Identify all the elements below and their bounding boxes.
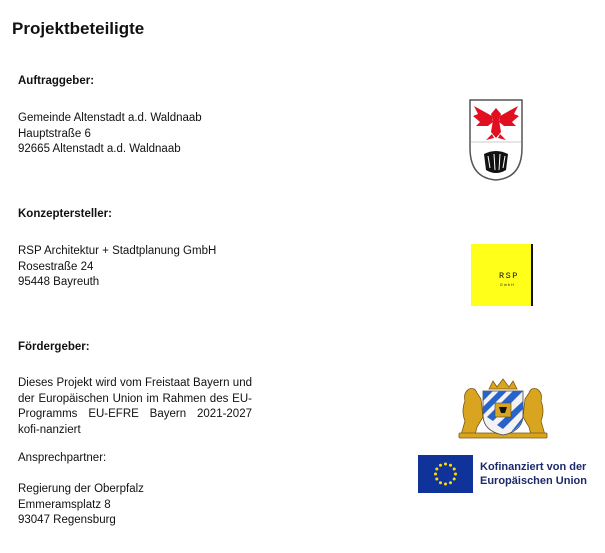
address-line: Rosestraße 24 (18, 260, 94, 273)
foerdergeber-label: Fördergeber: (18, 341, 90, 353)
address-line: 95448 Bayreuth (18, 276, 100, 288)
address-line: 92665 Altenstadt a.d. Waldnaab (18, 143, 181, 155)
konzeptersteller-label: Konzeptersteller: (18, 208, 112, 220)
eu-cofunding-text (480, 460, 587, 488)
ansprechpartner-label: Ansprechpartner: (18, 452, 107, 464)
address-line: Regierung der Oberpfalz (18, 483, 144, 495)
eu-flag-icon (418, 455, 473, 493)
rsp-logo (471, 244, 533, 306)
rsp-logo-subtext: GmbH (500, 283, 515, 287)
foerdergeber-paragraph: Dieses Projekt wird vom Freistaat Bayern und der Europäischen Union im Rahmen des EU-Programms EU-EFRE Bayern 2021-2027 kofi-nanziert (18, 377, 252, 436)
eu-text-line: Kofinanziert von der (480, 461, 587, 473)
auftraggeber-label: Auftraggeber: (18, 75, 95, 87)
rsp-logo-text: RSP (499, 271, 519, 281)
page-title: Projektbeteiligte (12, 19, 145, 38)
altenstadt-coat-of-arms-icon (468, 98, 524, 182)
ansprechpartner-address (18, 482, 144, 529)
address-line: RSP Architektur + Stadtplanung GmbH (18, 245, 217, 257)
address-line: Gemeinde Altenstadt a.d. Waldnaab (18, 112, 202, 124)
konzeptersteller-address (18, 244, 216, 291)
bavaria-coat-of-arms-icon (455, 377, 551, 439)
auftraggeber-address (18, 111, 202, 158)
eu-cofunding-logo (418, 455, 594, 493)
address-line: Emmeramsplatz 8 (18, 498, 111, 511)
address-line: Hauptstraße 6 (18, 127, 91, 140)
address-line: 93047 Regensburg (18, 514, 116, 526)
eu-text-line: Europäischen Union (480, 475, 587, 487)
